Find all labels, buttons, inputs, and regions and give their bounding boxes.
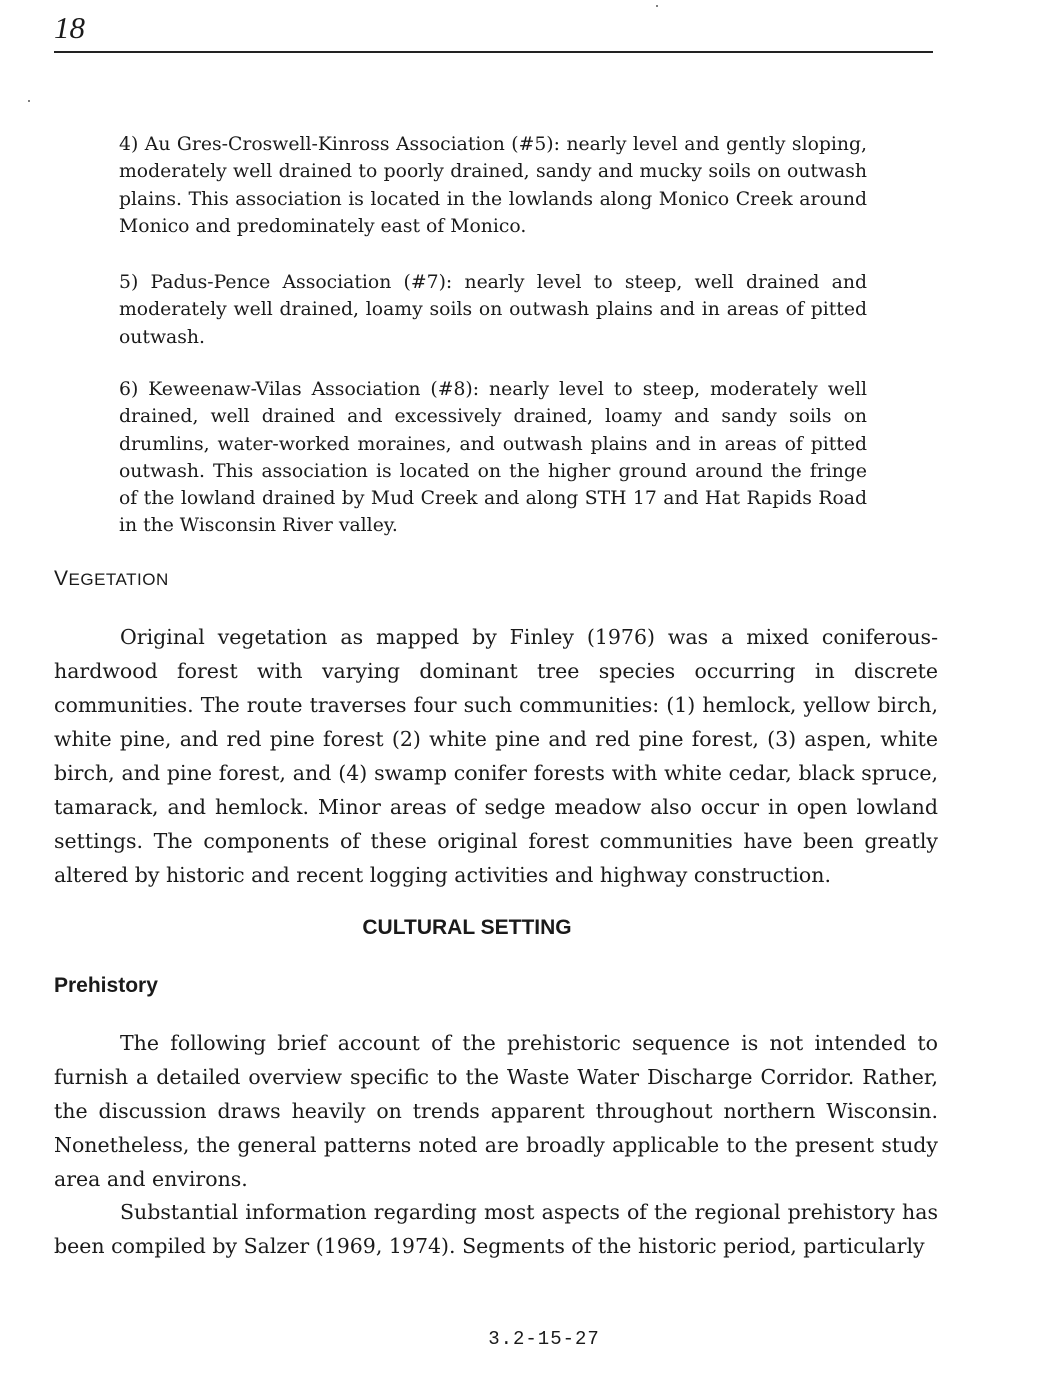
association-paragraph: 6) Keweenaw-Vilas Association (#8): nearly level to steep, moderately well drained, well drained and excessively drained, loamy and sandy soils on drumlins, water-worked moraines, and outwash plains and in areas of pitted outwash. This association is located on the higher ground around the fringe of the lowland drained by Mud Creek and along STH 17 and Hat Rapids Road in the Wisconsin River valley. (119, 379, 867, 537)
vegetation-paragraph: Original vegetation as mapped by Finley (1976) was a mixed coniferous-hardwood forest with varying dominant tree species occurring in discrete communities. The route traverses four such communities: (1) hemlock, yellow birch, white pine, and red pine forest (2) white pine and red pine forest, (3) aspen, white birch, and pine forest, and (4) swamp conifer forests with white cedar, black spruce, tamarack, and hemlock. Minor areas of sedge meadow also occur in open lowland settings. The components of these original forest communities have been greatly altered by historic and recent logging activities and highway construction. (54, 625, 938, 887)
prehistory-paragraph: The following brief account of the prehistoric sequence is not intended to furnish a detailed overview specific to the Waste Water Discharge Corridor. Rather, the discussion draws heavily on trends apparent throughout northern Wisconsin. Nonetheless, the general patterns noted are broadly applicable to the present study area and environs. (54, 1031, 938, 1191)
scan-speck (28, 100, 30, 102)
scan-speck (656, 5, 658, 7)
association-paragraph: 5) Padus-Pence Association (#7): nearly level to steep, well drained and moderately well drained, loamy soils on outwash plains and in areas of pitted outwash. (119, 272, 867, 348)
header-rule (54, 51, 933, 53)
prehistory-paragraph: Substantial information regarding most aspects of the regional prehistory has been compiled by Salzer (1969, 1974). Segments of the historic period, particularly (54, 1200, 938, 1258)
section-heading-cultural-setting (54, 914, 1049, 942)
section-heading-vegetation (54, 567, 169, 592)
page-number: 18 (54, 10, 85, 45)
subsection-heading-prehistory: Prehistory (54, 974, 158, 997)
cultural-heading-text: CULTURAL SETTING (362, 916, 572, 939)
heading-rest: EGETATION (68, 570, 169, 589)
heading-initial: V (54, 567, 69, 590)
document-code: 3.2-15-27 (488, 1328, 600, 1350)
association-paragraph: 4) Au Gres-Croswell-Kinross Association (#5): nearly level and gently sloping, moderately well drained to poorly drained, sandy and mucky soils on outwash plains. This association is located in the lowlands along Monico Creek around Monico and predominately east of Monico. (119, 134, 867, 237)
